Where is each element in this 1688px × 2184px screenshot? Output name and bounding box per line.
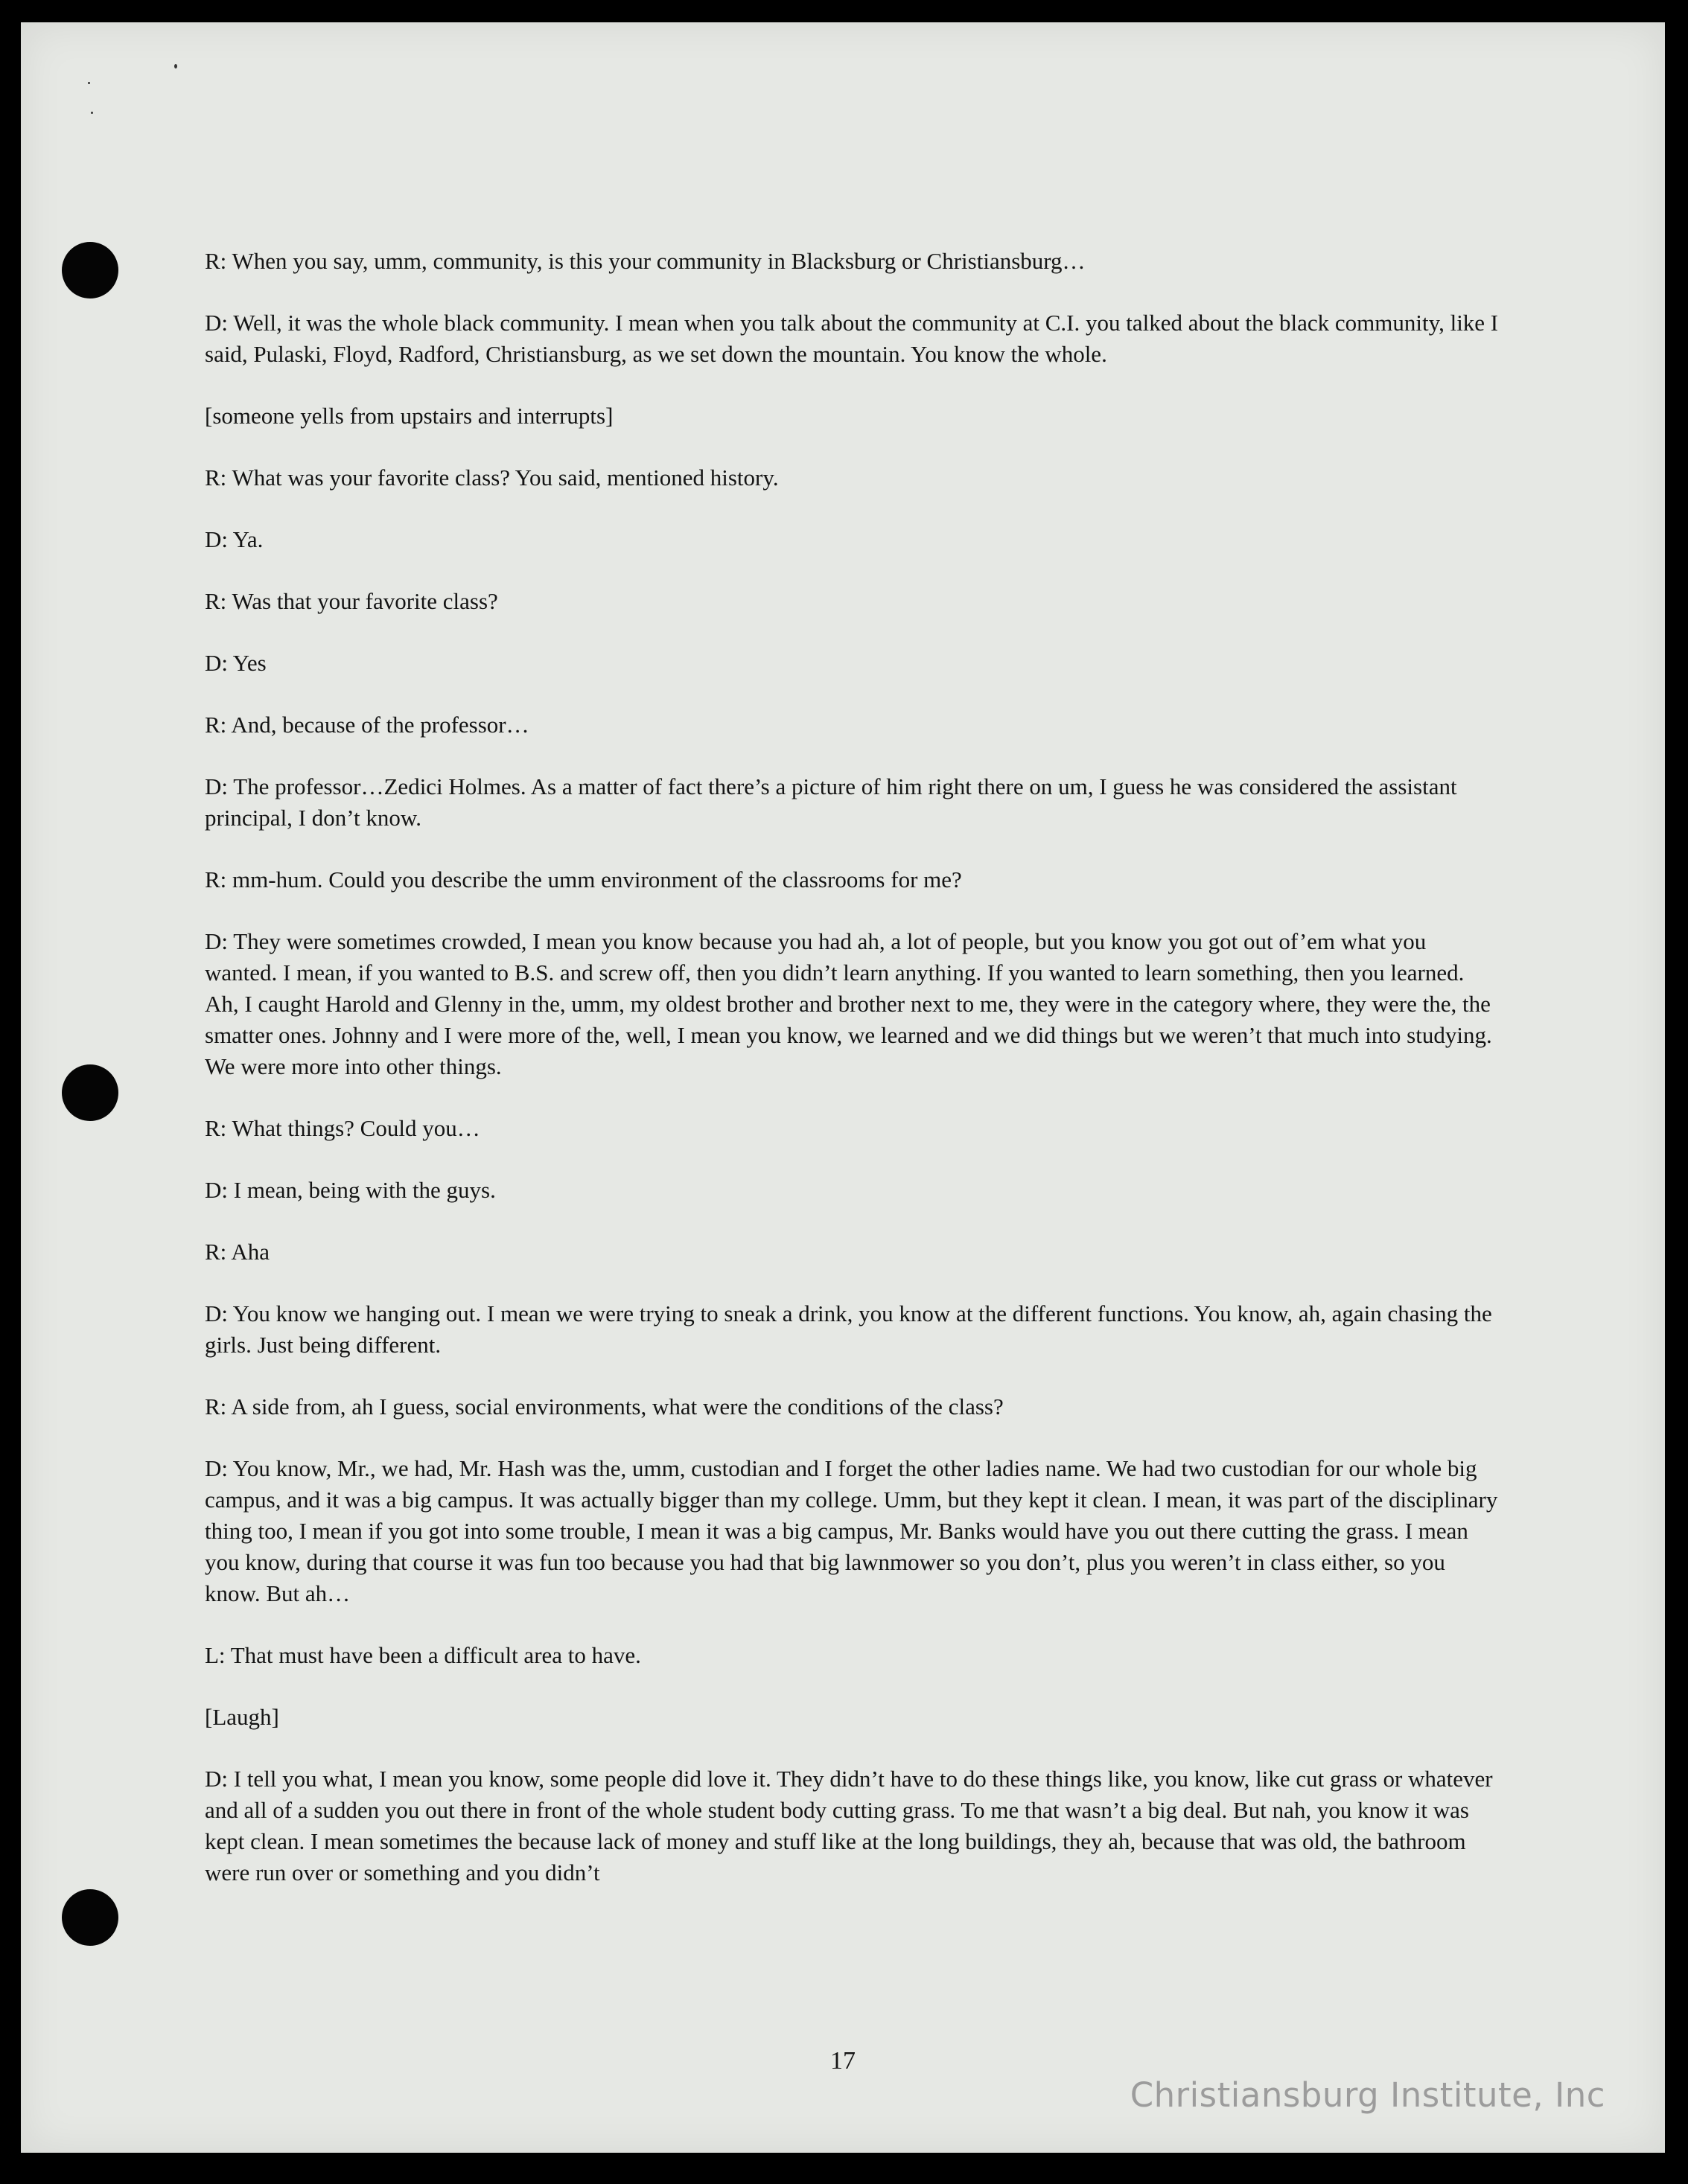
transcript-paragraph: [Laugh] <box>205 1704 279 1730</box>
transcript-paragraph: R: What was your favorite class? You said, mentioned history. <box>205 464 779 491</box>
watermark: Christiansburg Institute, Inc <box>1130 2075 1605 2115</box>
paper-speck <box>91 112 93 114</box>
transcript-paragraph: D: I mean, being with the guys. <box>205 1177 496 1203</box>
transcript-paragraph: L: That must have been a difficult area to have. <box>205 1642 641 1668</box>
document-page <box>21 22 1665 2153</box>
transcript-paragraph: R: A side from, ah I guess, social environments, what were the conditions of the class? <box>205 1393 1004 1420</box>
transcript-paragraph: R: Aha <box>205 1239 270 1265</box>
transcript-paragraph: D: Ya. <box>205 526 264 552</box>
transcript-paragraph: R: Was that your favorite class? <box>205 588 498 614</box>
transcript-paragraph: R: What things? Could you… <box>205 1115 480 1141</box>
paper-speck <box>174 64 177 68</box>
transcript-paragraph: D: Yes <box>205 650 267 676</box>
transcript-paragraph: D: They were sometimes crowded, I mean you know because you had ah, a lot of people, but you know you got out of’em what you wanted. I mean, if you wanted to B.S. and screw off, then you didn’t learn anything. If you wanted to learn something, then you learned. Ah, I caught Harold and Glenny in the, umm, my oldest brother and brother next to me, they were in the category where, they were the, the smatter ones. Johnny and I were more of the, well, I mean you know, we learned and we did things but we weren’t that much into studying. We were more into other things. <box>205 928 1492 1079</box>
transcript-paragraph: R: And, because of the professor… <box>205 712 529 738</box>
paper-speck <box>88 82 90 84</box>
transcript-paragraph: [someone yells from upstairs and interrupts] <box>205 403 614 429</box>
transcript-paragraph: D: You know we hanging out. I mean we were trying to sneak a drink, you know at the different functions. You know, ah, again chasing the girls. Just being different. <box>205 1300 1492 1358</box>
transcript-paragraph: D: Well, it was the whole black community. I mean when you talk about the community at C.I. you talked about the black community, like I said, Pulaski, Floyd, Radford, Christiansburg, as we set down the mountain. You know the whole. <box>205 310 1499 367</box>
binder-hole-top <box>62 242 118 298</box>
transcript-body <box>205 246 1500 1919</box>
transcript-paragraph: D: The professor…Zedici Holmes. As a matter of fact there’s a picture of him right there on um, I guess he was considered the assistant principal, I don’t know. <box>205 773 1457 831</box>
binder-hole-bottom <box>62 1889 118 1946</box>
transcript-paragraph: R: mm-hum. Could you describe the umm environment of the classrooms for me? <box>205 866 962 893</box>
transcript-paragraph: D: I tell you what, I mean you know, some people did love it. They didn’t have to do these things like, you know, like cut grass or whatever and all of a sudden you out there in front of the whole student body cutting grass. To me that wasn’t a big deal. But nah, you know it was kept clean. I mean sometimes the because lack of money and stuff like at the long buildings, they ah, because that was old, the bathroom were run over or something and you didn’t <box>205 1766 1493 1886</box>
transcript-paragraph: D: You know, Mr., we had, Mr. Hash was the, umm, custodian and I forget the other ladies name. We had two custodian for our whole big campus, and it was a big campus. It was actually bigger than my college. Umm, but they kept it clean. I mean, it was part of the disciplinary thing too, I mean if you got into some trouble, I mean it was a big campus, Mr. Banks would have you out there cutting the grass. I mean you know, during that course it was fun too because you had that big lawnmower so you don’t, plus you weren’t in class either, so you know. But ah… <box>205 1455 1498 1606</box>
page-number: 17 <box>830 2047 856 2075</box>
transcript-paragraph: R: When you say, umm, community, is this your community in Blacksburg or Christiansburg… <box>205 248 1086 274</box>
binder-hole-middle <box>62 1064 118 1121</box>
